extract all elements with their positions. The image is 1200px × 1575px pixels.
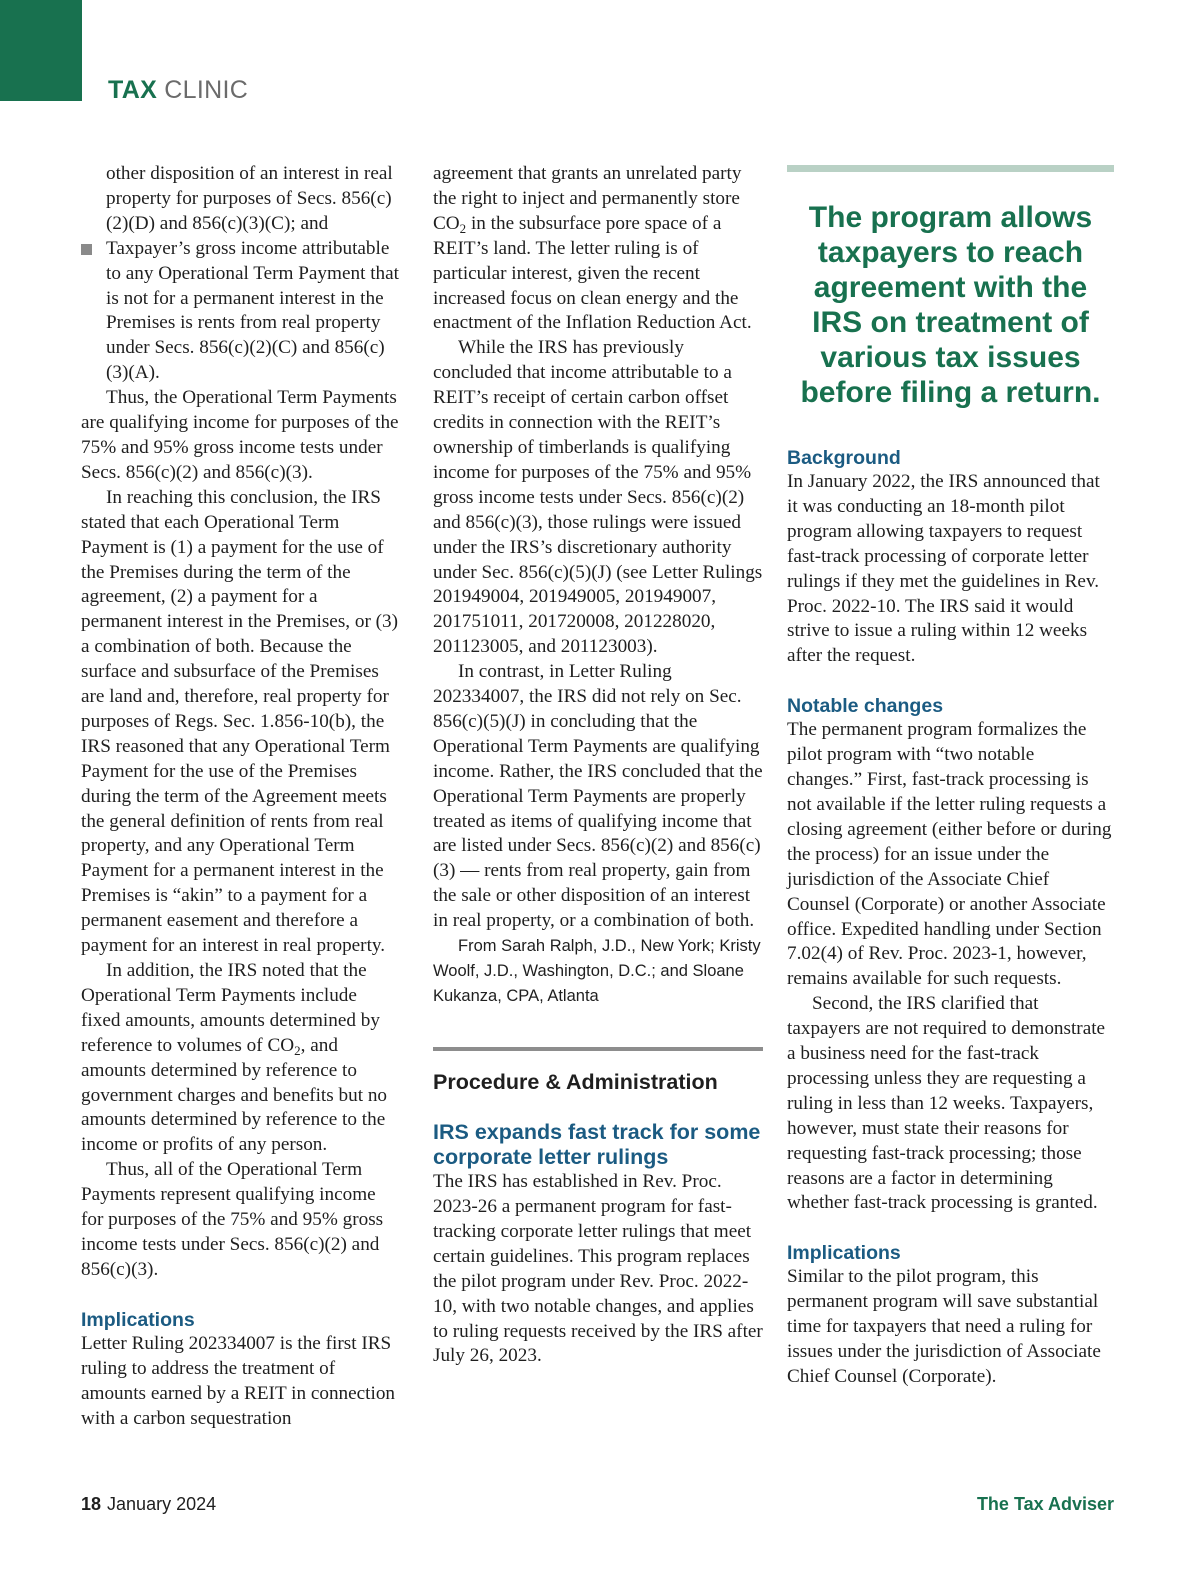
paragraph: Similar to the pilot program, this permanent program will save substantial time for taxpayers that need a ruling for issues under the jurisdiction of Associate Chief Counsel (Corporate). [787, 1266, 1101, 1387]
paragraph: The IRS has established in Rev. Proc. 2023-26 a permanent program for fast-tracking corporate letter rulings that meet certain guidelines. This program replaces the pilot program under Rev. Proc. 2022-10, with two notable changes, and applies to ruling requests received by the IRS after July 26, 2023. [433, 1171, 763, 1367]
subheading-background: Background [787, 447, 901, 469]
publication-name: The Tax Adviser [976, 1494, 1114, 1514]
subheading-implications: Implications [787, 1242, 901, 1265]
text-run: In addition, the IRS noted that the Operational Term Payments include fixed amounts, amounts determined by reference to volumes of CO [81, 960, 380, 1056]
paragraph: Thus, all of the Operational Term Payments represent qualifying income for purposes of the 75% and 95% gross income tests under Secs. 856(c)(2) and 856(c)(3). [81, 1159, 384, 1280]
section-divider [433, 1047, 763, 1051]
paragraph: In reaching this conclusion, the IRS stated that each Operational Term Payment is (1) a payment for the use of the Premises during the term of the agreement, (2) a payment for a permanent interest in the Premises, or (3) a combination of both. Because the surface and subsurface of the Premises are land and, therefore, real property for purposes of Regs. Sec. 1.856-10(b), the IRS reasoned that any Operational Term Payment for the use of the Premises during the term of the Agreement meets the general definition of rents from real property, and any Operational Term Payment for a permanent interest in the Premises is “akin” to a payment for a permanent easement and therefore a payment for an interest in real property. [81, 486, 399, 957]
text-run: in the subsurface pore space of a REIT’s land. The letter ruling is of particular interest, given the recent increased focus on clean energy and the enactment of the Inflation Reduction Act. [433, 212, 752, 334]
paragraph: In January 2022, the IRS announced that it was conducting an 18-month pilot program allowing taxpayers to request fast-track processing of corporate letter rulings if they met the guidelines in Rev. Proc. 2022-10. The IRS said it would strive to issue a ruling within 12 weeks after the request. [787, 471, 1100, 667]
paragraph: Second, the IRS clarified that taxpayers are not required to demonstrate a business need for the fast-track processing unless they are requesting a ruling in less than 12 weeks. Taxpayers, however, must state their reasons for requesting fast-track processing; those reasons are a factor in determining whether fast-track processing is granted. [787, 993, 1106, 1214]
section-label-tax: TAX [108, 76, 158, 104]
bullet-item: Taxpayer’s gross income attributable to any Operational Term Payment that is not for a permanent interest in the Premises is rents from real property under Secs. 856(c)(2)(C) and 856(c)(3)(A). [81, 237, 401, 386]
paragraph: Thus, the Operational Term Payments are qualifying income for purposes of the 75% and 95% gross income tests under Secs. 856(c)(2) and 856(c)(3). [81, 387, 399, 483]
byline-text: From Sarah Ralph, J.D., New York; Kristy Woolf, J.D., Washington, D.C.; and Sloane Kukanza, CPA, Atlanta [433, 937, 761, 1006]
footer-page-info [81, 1494, 216, 1515]
section-label-clinic: CLINIC [164, 76, 249, 104]
section-title: Procedure & Administration [433, 1070, 718, 1095]
article-title: IRS expands fast track for some corporate letter rulings [433, 1120, 761, 1170]
column-2 [433, 162, 763, 1369]
author-byline [433, 934, 763, 1009]
subscript: 2 [459, 220, 467, 236]
subheading-notable-changes: Notable changes [787, 695, 944, 718]
paragraph: The permanent program formalizes the pilot program with “two notable changes.” First, fast-track processing is not available if the letter ruling requests a closing agreement (either before or during the process) for an issue under the jurisdiction of the Associate Chief Counsel (Corporate) or another Associate office. Expedited handling under Section 7.02(4) of Rev. Proc. 2023-1, however, remains available for such requests. [787, 719, 1112, 990]
paragraph: other disposition of an interest in real property for purposes of Secs. 856(c)(2)(D) and 856(c)(3)(C); and [106, 163, 393, 234]
paragraph: Letter Ruling 202334007 is the first IRS ruling to address the treatment of amounts earned by a REIT in connection with a carbon sequestration [81, 1332, 396, 1429]
header-color-block [0, 0, 82, 101]
column-1 [81, 162, 401, 1431]
text-run: , and amounts determined by reference to government charges and benefits but no amounts determined by reference to the income or profits of any person. [81, 1034, 388, 1156]
subscript: 2 [294, 1042, 301, 1058]
section-label [108, 76, 248, 105]
pullquote-rule [787, 165, 1114, 172]
paragraph [433, 162, 763, 336]
paragraph: In contrast, in Letter Ruling 202334007, the IRS did not rely on Sec. 856(c)(5)(J) in concluding that the Operational Term Payments are qualifying income. Rather, the IRS concluded that the Operational Term Payments are properly treated as items of qualifying income that are listed under Secs. 856(c)(2) and 856(c)(3) — rents from real property, gain from the sale or other disposition of an interest in real property, or a combination of both. [433, 661, 763, 932]
issue-date: January 2024 [107, 1494, 217, 1514]
paragraph: While the IRS has previously concluded that income attributable to a REIT’s receipt of certain carbon offset credits in connection with the REIT’s ownership of timberlands is qualifying income for purposes of the 75% and 95% gross income tests under Secs. 856(c)(2) and 856(c)(3), those rulings were issued under the IRS’s discretionary authority under Sec. 856(c)(5)(J) (see Letter Rulings 201949004, 201949005, 201949007, 201751011, 201720008, 201228020, 201123005, and 201123003). [433, 337, 763, 658]
page-number: 18 [81, 1494, 102, 1514]
column-3 [787, 162, 1114, 1390]
subheading-implications: Implications [81, 1308, 195, 1331]
paragraph [81, 959, 401, 1158]
pull-quote: The program allows taxpayers to reach agreement with the IRS on treatment of various tax issues before filing a return. [800, 201, 1101, 409]
text-run: agreement that grants an unrelated party the right to inject and permanently store CO [433, 163, 742, 234]
